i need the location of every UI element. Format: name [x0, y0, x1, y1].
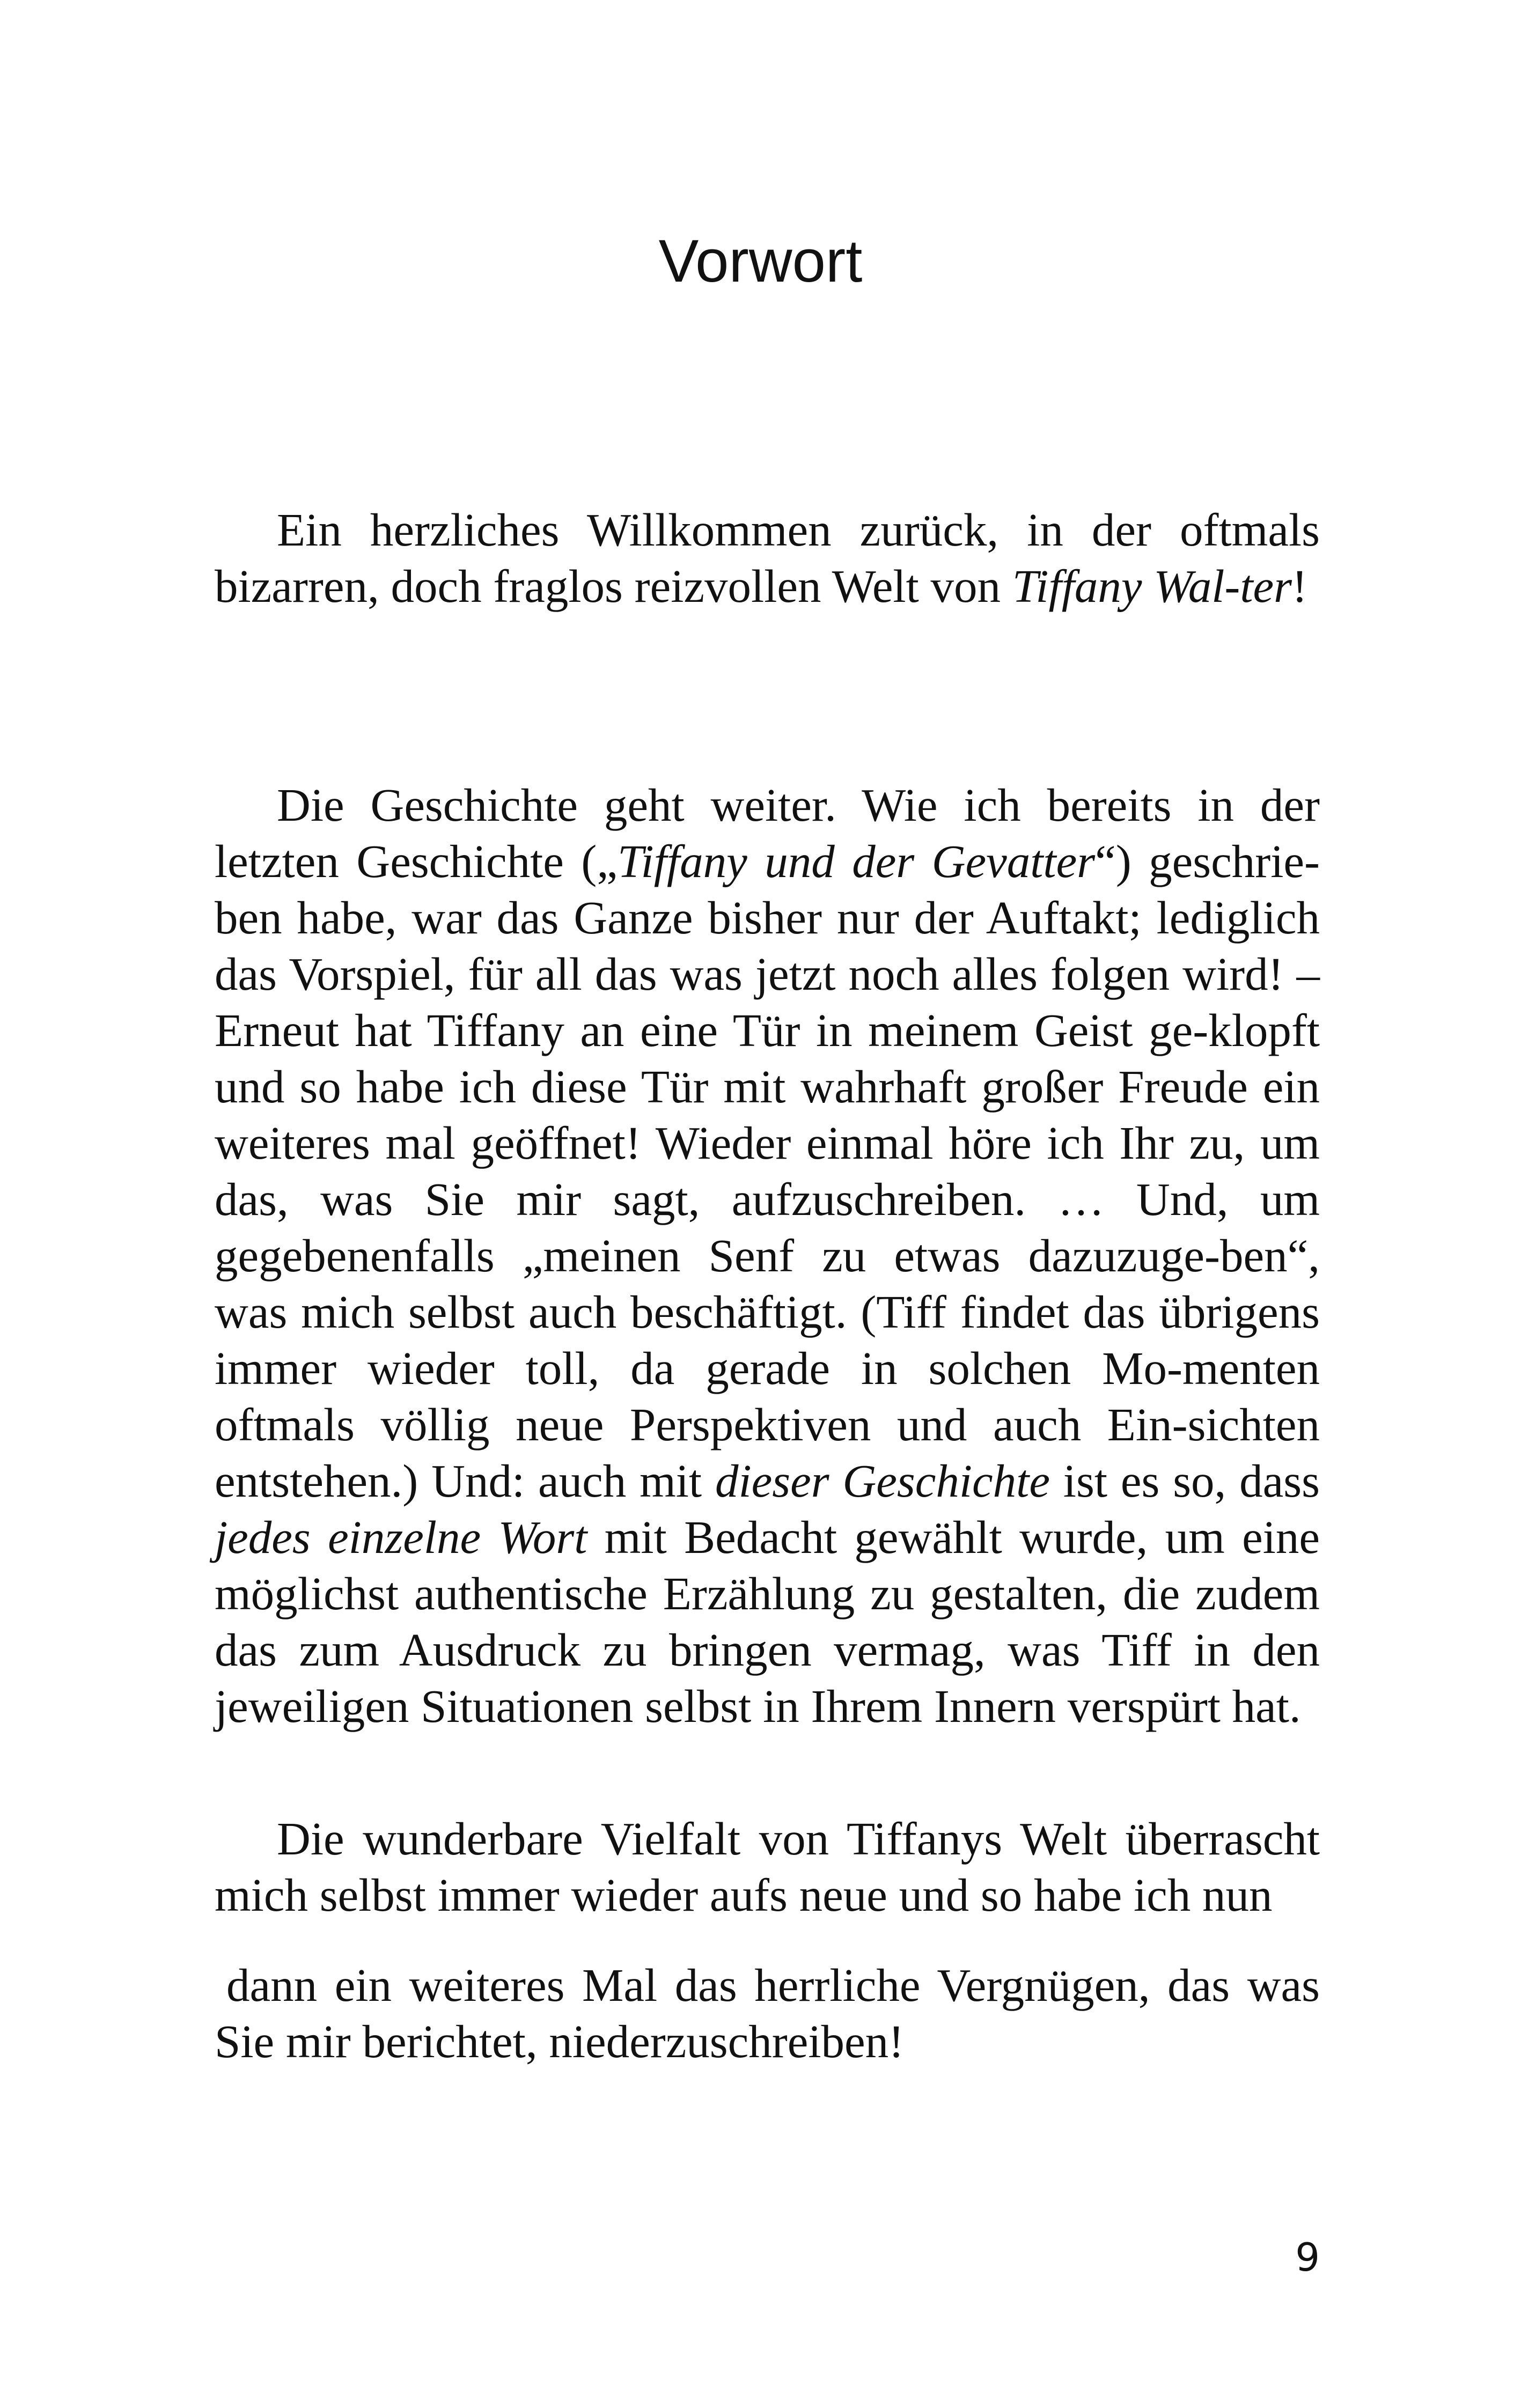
paragraph-welcome [215, 502, 1320, 614]
paragraph-variety [215, 1810, 1320, 1923]
paragraph-story-continues-text [215, 777, 1320, 1734]
paragraph-story-continues [215, 777, 1320, 1734]
page-number: 9 [1295, 2235, 1320, 2280]
text-run: mit Bedacht gewählt wurde, um eine möglichst authentische Erzählung zu gestalten, die zudem das zum Ausdruck zu bringen vermag, was Tiff in den jeweiligen Situationen selbst in Ihrem Innern verspürt hat. [215, 1511, 1320, 1732]
chapter-title: Vorwort [658, 227, 863, 294]
italic-emphasis: dieser Geschichte [715, 1455, 1050, 1507]
text-run: “) geschrie-ben habe, war das Ganze bisher nur der Auftakt; lediglich das Vorspiel, für all das was jetzt noch alles folgen wird! – Erneut hat Tiffany an eine Tür in meinem Geist ge-klopft und so habe ich diese Tür mit wahrhaft großer Freude ein weiteres mal geöffnet! Wieder einmal höre ich Ihr zu, um das, was Sie mir sagt, aufzuschreiben. … Und, um gegebenenfalls „meinen Senf zu etwas dazuzuge-ben“, was mich selbst auch beschäftigt. (Tiff findet das übrigens immer wieder toll, da gerade in solchen Mo-menten oftmals völlig neue Perspektiven und auch Ein-sichten entstehen.) Und: auch mit [215, 835, 1320, 1507]
italic-emphasis: jedes einzelne Wort [215, 1511, 587, 1563]
italic-book-title: Tiffany und der Gevatter [617, 835, 1096, 887]
text-run: Ein herzliches Willkommen zurück, in der oftmals bizarren, doch fraglos reizvollen Welt von [215, 504, 1320, 612]
text-run: ! [1292, 560, 1308, 612]
paragraph-welcome-text [215, 502, 1320, 614]
text-run: Die Geschichte geht weiter. Wie ich bereits in der letzten Geschichte („ [215, 779, 1320, 887]
paragraph-variety-text: Die wunderbare Vielfalt von Tiffanys Welt überrascht mich selbst immer wieder aufs neue und so habe ich nun [215, 1813, 1320, 1921]
paragraph-closing-text: dann ein weiteres Mal das herrliche Vergnügen, das was Sie mir berichtet, niederzuschreiben! [215, 1959, 1320, 2067]
text-run: ist es so, dass [1049, 1455, 1320, 1507]
italic-author-name: Tiffany Wal-ter [1012, 560, 1292, 612]
paragraph-closing [215, 1957, 1320, 2070]
